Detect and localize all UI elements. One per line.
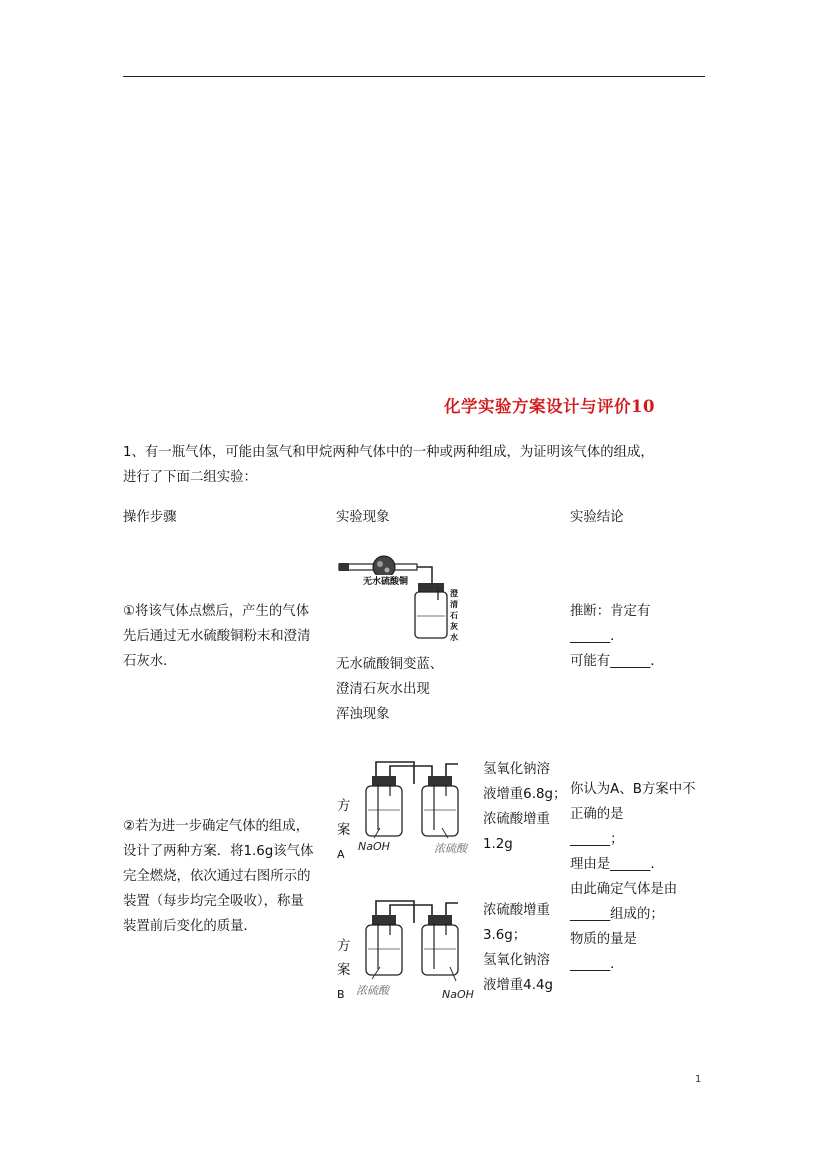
conclusion-line: 可能有______．	[570, 654, 664, 669]
scheme-b-bottles-figure	[354, 895, 478, 1005]
phenomenon-line: 浑浊现象	[336, 707, 390, 722]
scheme-b-label	[337, 935, 350, 1007]
conclusion-line: ______．	[570, 957, 624, 972]
result-line: 液增重6.8g；	[483, 787, 567, 802]
lime-water-label-char: 澄	[450, 589, 458, 598]
copper-sulfate-label: 无水硫酸铜	[363, 577, 409, 587]
header-step: 操作步骤	[123, 510, 177, 525]
scheme-label-char: A	[337, 848, 345, 861]
intro-line: 进行了下面二组实验：	[123, 470, 257, 485]
bottle-label: 浓硫酸	[434, 842, 467, 855]
header-phenomenon: 实验现象	[336, 510, 390, 525]
result-line: 氢氧化钠溶	[483, 762, 550, 777]
row1-step	[123, 599, 310, 674]
step-line: 装置（每步均完全吸收），称量	[123, 894, 304, 909]
conclusion-line: 正确的是	[570, 807, 624, 822]
combustion-apparatus-figure	[337, 548, 463, 644]
bottle-label: NaOH	[358, 840, 390, 853]
scheme-label-char: B	[337, 988, 345, 1001]
result-line: 氢氧化钠溶	[483, 953, 550, 968]
scheme-a-results	[483, 757, 566, 857]
bottle-label: 浓硫酸	[356, 984, 389, 997]
lime-water-label-char: 石	[450, 611, 458, 620]
result-line: 1.2g	[483, 837, 513, 852]
bottle-label: NaOH	[442, 988, 474, 1001]
row2-conclusion	[570, 777, 695, 977]
header-rule	[123, 76, 705, 77]
step-line: 石灰水．	[123, 654, 177, 669]
scheme-label-char: 方	[337, 939, 351, 954]
row2-step	[123, 814, 313, 939]
scheme-label-char: 案	[337, 823, 351, 838]
conclusion-line: ______组成的；	[570, 907, 664, 922]
conclusion-line: 由此确定气体是由	[570, 882, 678, 897]
scheme-a-label	[337, 795, 350, 867]
conclusion-line: 物质的量是	[570, 932, 637, 947]
conclusion-line: 你认为A、B方案中不	[570, 782, 696, 797]
result-line: 液增重4.4g	[483, 978, 553, 993]
lime-water-label-char: 水	[450, 633, 458, 642]
intro-line: 1、有一瓶气体，可能由氢气和甲烷两种气体中的一种或两种组成，为证明该气体的组成，	[123, 445, 654, 460]
lime-water-label-char: 清	[450, 600, 458, 609]
step-line: 先后通过无水硫酸铜粉末和澄清	[123, 629, 311, 644]
header-conclusion: 实验结论	[570, 510, 624, 525]
lime-water-label-char: 灰	[450, 622, 458, 631]
page-title: 化学实验方案设计与评价10	[444, 397, 655, 416]
scheme-b-results	[483, 898, 553, 998]
step-line: 装置前后变化的质量．	[123, 919, 257, 934]
phenomenon-line: 无水硫酸铜变蓝、	[336, 657, 444, 672]
row1-phenomenon	[336, 652, 443, 727]
phenomenon-line: 澄清石灰水出现	[336, 682, 430, 697]
conclusion-line: 推断：肯定有	[570, 604, 651, 619]
result-line: 3.6g；	[483, 928, 527, 943]
step-line: ②若为进一步确定气体的组成，	[123, 819, 310, 834]
step-line: ①将该气体点燃后，产生的气体	[123, 604, 310, 619]
step-line: 完全燃烧，依次通过右图所示的	[123, 869, 311, 884]
conclusion-line: ______；	[570, 832, 624, 847]
row1-conclusion	[570, 599, 664, 674]
step-line: 设计了两种方案．将1.6g该气体	[123, 844, 314, 859]
scheme-label-char: 方	[337, 799, 351, 814]
conclusion-line: ______．	[570, 629, 624, 644]
conclusion-line: 理由是______．	[570, 857, 664, 872]
scheme-a-bottles-figure	[354, 756, 478, 860]
result-line: 浓硫酸增重	[483, 903, 550, 918]
question-intro	[123, 440, 654, 490]
scheme-label-char: 案	[337, 963, 351, 978]
page-number: 1	[695, 1074, 702, 1085]
result-line: 浓硫酸增重	[483, 812, 550, 827]
